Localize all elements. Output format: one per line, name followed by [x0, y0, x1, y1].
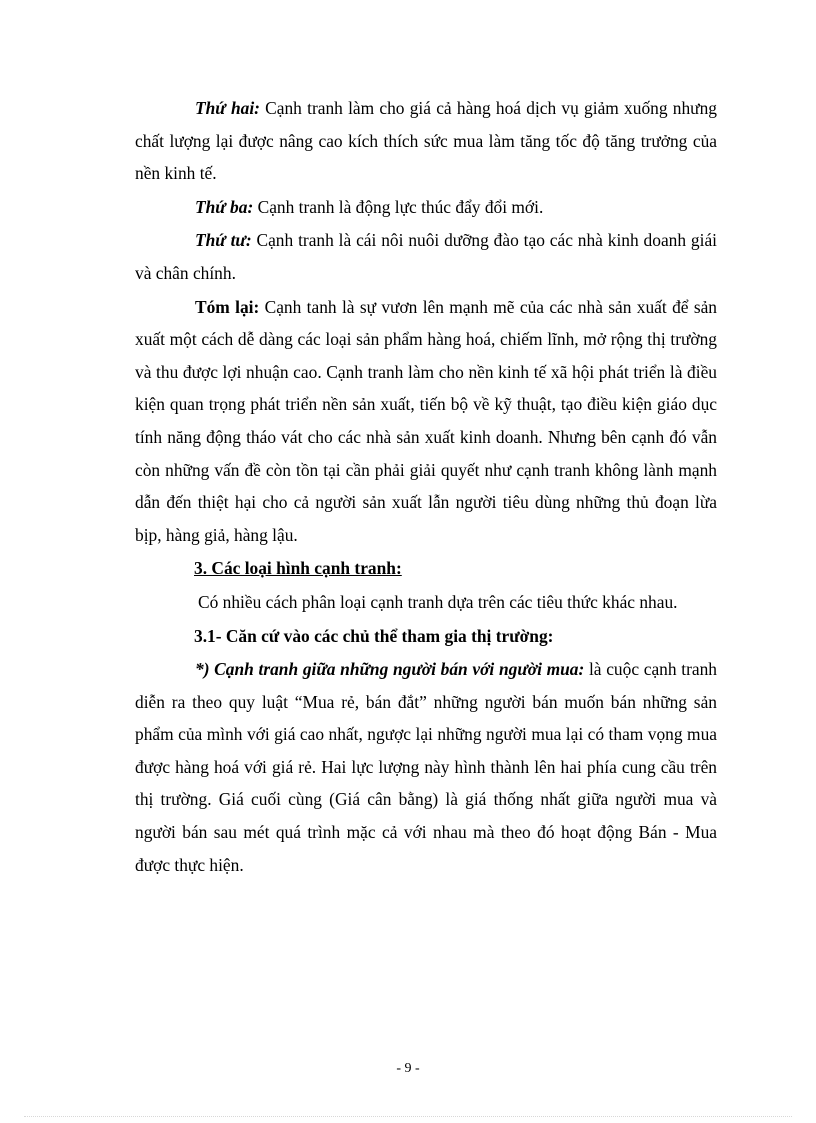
- paragraph-text-tom-lai: Cạnh tanh là sự vươn lên mạnh mẽ của các nhà sản xuất để sản xuất một cách dễ dàng các loại sản phẩm hàng hoá, chiếm lĩnh, mở rộng thị trường và thu được lợi nhuận cao. Cạnh tranh làm cho nền kinh tế xã hội phát triển là điều kiện quan trọng phát triển nền sản xuất, tiến bộ về kỹ thuật, tạo điều kiện giáo dục tính năng động tháo vát cho các nhà sản xuất kinh doanh. Nhưng bên cạnh đó vẫn còn những vấn đề còn tồn tại cần phải giải quyết như cạnh tranh không lành mạnh dẫn đến thiệt hại cho cả người sản xuất lẫn người tiêu dùng những thủ đoạn lừa bịp, hàng giả, hàng lậu.: [135, 296, 718, 545]
- section-3-1-heading: 3.1- Căn cứ vào các chủ thể tham gia thị trường:: [194, 625, 554, 646]
- paragraph-lead-thu-ba: Thứ ba:: [195, 196, 254, 217]
- section-3-heading-text: 3. Các loại hình cạnh tranh:: [194, 558, 402, 579]
- page-content: [135, 92, 717, 881]
- page-bottom-divider: [24, 1116, 792, 1117]
- section-3-heading: [135, 552, 717, 585]
- paragraph-text-thu-hai: Cạnh tranh làm cho giá cả hàng hoá dịch vụ giảm xuống nhưng chất lượng lại được nâng cao kích thích sức mua làm tăng tốc độ tăng trưởng của nền kinh tế.: [135, 98, 717, 184]
- paragraph-thu-hai: [135, 92, 717, 190]
- page-number: - 9 -: [396, 1061, 420, 1076]
- paragraph-lead-thu-tu: Thứ tư:: [195, 230, 252, 251]
- section-3-1-text: là cuộc cạnh tranh diễn ra theo quy luật “Mua rẻ, bán đắt” những người bán muốn bán những sản phẩm của mình với giá cao nhất, ngược lại những người mua lại có tham vọng mua được hàng hoá với giá rẻ. Hai lực lượng này hình thành lên hai phía cung cầu trên thị trường. Giá cuối cùng (Giá cân bằng) là giá thống nhất giữa người mua và người bán sau mét quá trình mặc cả với nhau mà theo đó hoạt động Bán - Mua được thực hiện.: [135, 659, 717, 875]
- paragraph-lead-thu-hai: Thứ hai:: [195, 98, 260, 118]
- section-3-1-lead: *) Cạnh tranh giữa những người bán với người mua:: [195, 659, 585, 680]
- paragraph-lead-tom-lai: Tóm lại:: [195, 296, 260, 317]
- section-3-1-paragraph: [135, 653, 717, 881]
- paragraph-thu-tu: [135, 224, 717, 289]
- paragraph-text-thu-tu: Cạnh tranh là cái nôi nuôi dưỡng đào tạo các nhà kinh doanh giái và chân chính.: [135, 230, 717, 283]
- paragraph-tom-lai: [135, 291, 717, 552]
- paragraph-text-thu-ba: Cạnh tranh là động lực thúc đẩy đổi mới.: [253, 196, 544, 217]
- section-3-intro: Có nhiều cách phân loại cạnh tranh dựa trên các tiêu thức khác nhau.: [198, 591, 678, 612]
- paragraph-thu-ba: [135, 191, 717, 224]
